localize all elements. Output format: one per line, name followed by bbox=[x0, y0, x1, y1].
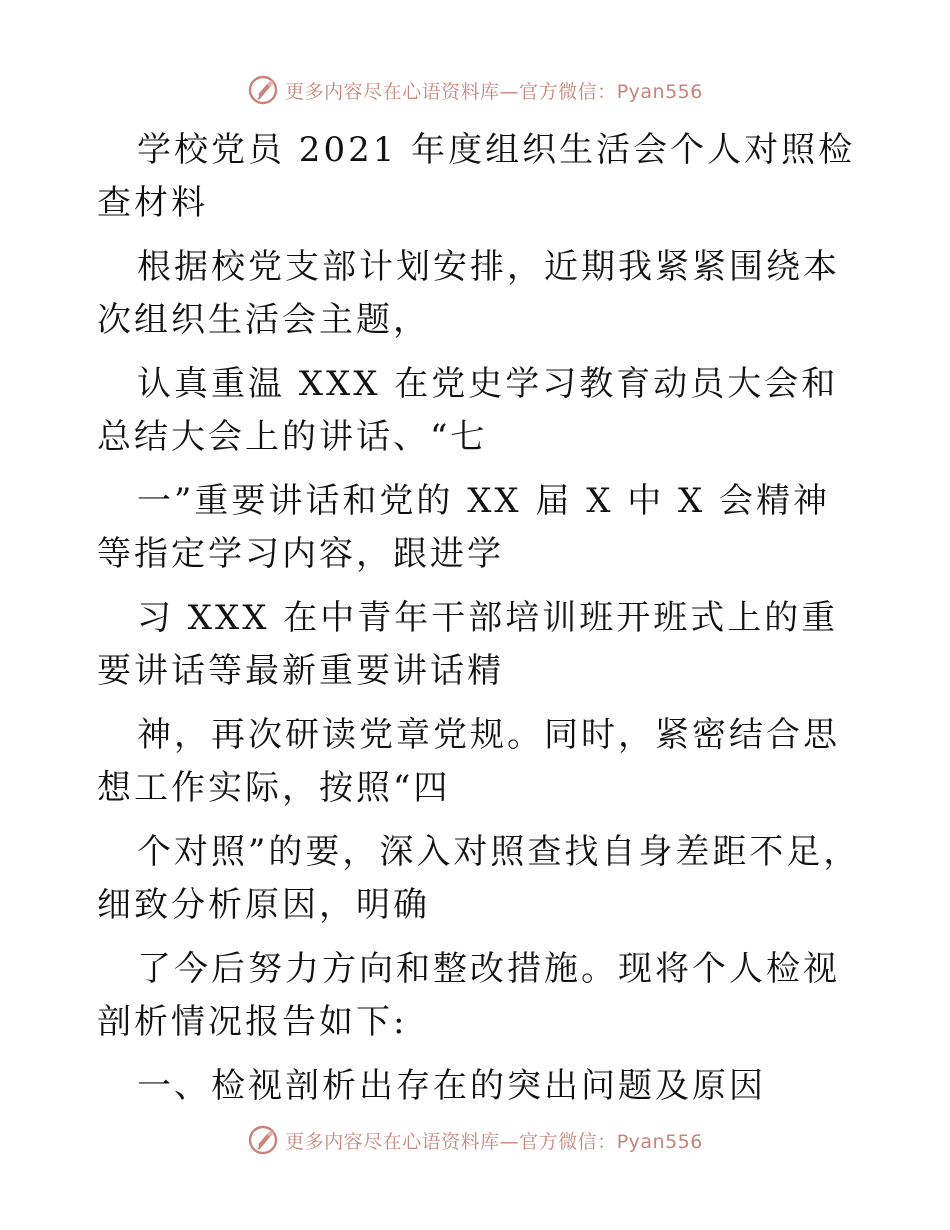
watermark-id: Pyan556 bbox=[616, 80, 703, 103]
watermark-official: 官方微信： bbox=[519, 80, 617, 103]
paragraph-4: 习 XXX 在中青年干部培训班开班式上的重要讲话等最新重要讲话精 bbox=[97, 598, 839, 691]
paragraph-1: 根据校党支部计划安排，近期我紧紧围绕本次组织生活会主题， bbox=[97, 247, 840, 340]
watermark-main: 更多内容尽在心语资料库 bbox=[285, 80, 500, 103]
paragraph-3: 一”重要讲话和党的 XX 届 X 中 X 会精神等指定学习内容，跟进学 bbox=[97, 481, 831, 574]
watermark-text bbox=[285, 77, 703, 104]
watermark-main: 更多内容尽在心语资料库 bbox=[285, 1130, 500, 1153]
paragraph-5: 神，再次研读党章党规。同时，紧密结合思想工作实际，按照“四 bbox=[97, 715, 840, 808]
document-body bbox=[97, 124, 867, 1124]
paragraph-2: 认真重温 XXX 在党史学习教育动员大会和总结大会上的讲话、“七 bbox=[97, 364, 839, 457]
watermark-dash: — bbox=[499, 80, 520, 103]
watermark-text bbox=[285, 1127, 703, 1154]
watermark-footer bbox=[0, 1120, 950, 1160]
watermark-header bbox=[0, 70, 950, 110]
section-heading-1: 一、检视剖析出存在的突出问题及原因 bbox=[137, 1066, 766, 1106]
watermark-dash: — bbox=[499, 1130, 520, 1153]
paragraph-6: 个对照”的要，深入对照查找自身差距不足，细致分析原因，明确 bbox=[97, 832, 861, 925]
document-title: 学校党员 2021 年度组织生活会个人对照检查材料 bbox=[97, 130, 856, 223]
watermark-id: Pyan556 bbox=[616, 1130, 703, 1153]
paragraph-7: 了今后努力方向和整改措施。现将个人检视剖析情况报告如下: bbox=[97, 949, 840, 1042]
watermark-official: 官方微信： bbox=[519, 1130, 617, 1153]
pen-seal-icon bbox=[247, 1124, 279, 1156]
pen-seal-icon bbox=[247, 74, 279, 106]
